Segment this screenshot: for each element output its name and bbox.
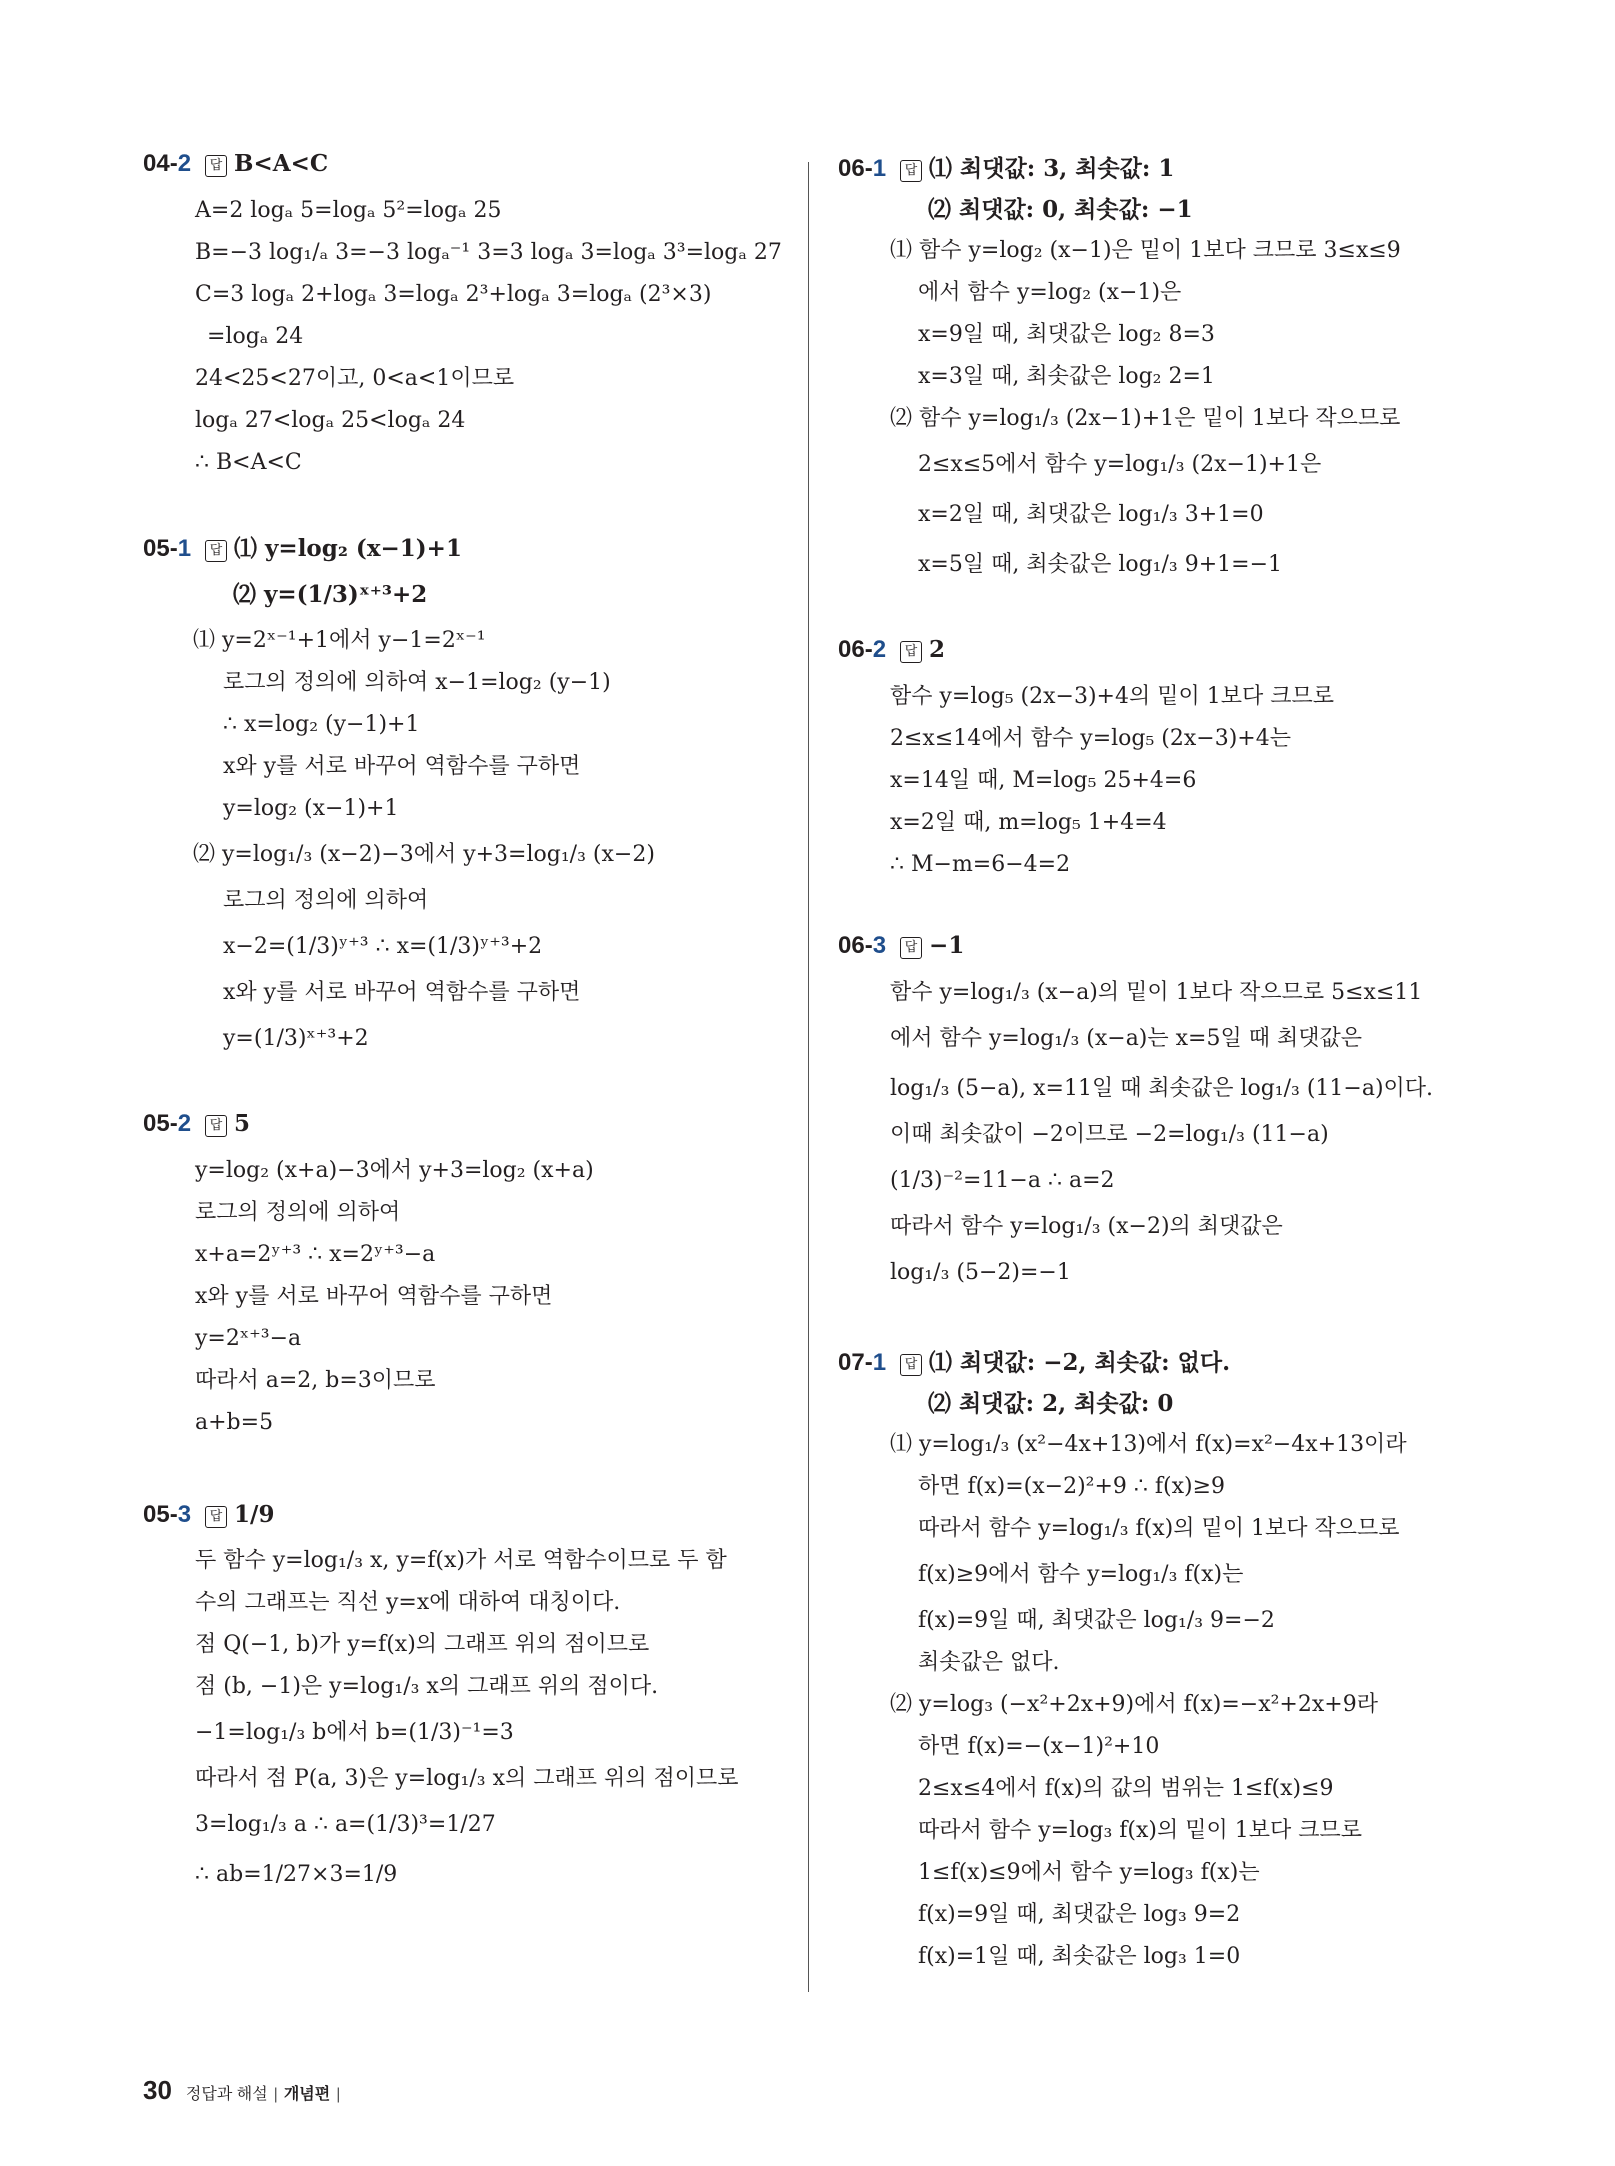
left-column [143,150,783,1946]
problem-header [143,530,783,570]
solution-line: ⑵ y=log₁/₃ (x−2)−3에서 y+3=log₁/₃ (x−2) [193,842,655,867]
answer-part-2: ⑵ 최댓값: 0, 최솟값: −1 [928,196,1193,223]
solution-line: ∴ M−m=6−4=2 [890,852,1071,877]
answer-icon: 답 [900,937,922,959]
solution-line: 로그의 정의에 의하여 x−1=log₂ (y−1) [223,670,611,695]
answer-icon: 답 [900,160,922,182]
solution-line: 따라서 함수 y=log₁/₃ f(x)의 밑이 1보다 작으므로 [918,1516,1400,1541]
solution-line: 에서 함수 y=log₁/₃ (x−a)는 x=5일 때 최댓값은 [890,1026,1362,1051]
solution-line: 하면 f(x)=(x−2)²+9 ∴ f(x)≥9 [918,1474,1226,1499]
solution-line: 2≤x≤4에서 f(x)의 값의 범위는 1≤f(x)≤9 [918,1776,1334,1801]
solution-line: ⑴ 함수 y=log₂ (x−1)은 밑이 1보다 크므로 3≤x≤9 [890,238,1401,263]
solution-line: (1/3)⁻²=11−a ∴ a=2 [890,1168,1115,1193]
answer-icon: 답 [205,1506,227,1528]
problem-header [838,150,1478,190]
footer-book-title: 정답과 해설 [185,2086,268,2103]
page-number: 30 [143,2075,172,2105]
solution-line: a+b=5 [195,1410,274,1435]
answer: 2 [929,636,946,663]
problem-05-3 [143,1490,783,1900]
solution-line: x=2일 때, m=log₅ 1+4=4 [890,810,1167,835]
solution-line: ∴ ab=1/27×3=1/9 [195,1862,398,1887]
solution-line: B=−3 log₁/ₐ 3=−3 logₐ⁻¹ 3=3 logₐ 3=logₐ 3³=logₐ 27 [195,240,782,265]
solution-line: 에서 함수 y=log₂ (x−1)은 [918,280,1182,305]
problem-header [838,1344,1478,1384]
solution-line: 2≤x≤5에서 함수 y=log₁/₃ (2x−1)+1은 [918,452,1322,477]
solution-line: y=2ˣ⁺³−a [195,1326,302,1351]
solution-line: 점 (b, −1)은 y=log₁/₃ x의 그래프 위의 점이다. [195,1674,659,1699]
answer-part-2: ⑵ 최댓값: 2, 최솟값: 0 [928,1390,1174,1417]
solution-line: y=log₂ (x+a)−3에서 y+3=log₂ (x+a) [195,1158,594,1183]
problem-04-2 [143,150,783,484]
solution-line: 하면 f(x)=−(x−1)²+10 [918,1734,1160,1759]
solution-line: 로그의 정의에 의하여 [195,1200,401,1225]
column-divider [808,162,809,1992]
problem-06-3 [838,932,1478,1298]
solution-line: A=2 logₐ 5=logₐ 5²=logₐ 25 [195,198,502,223]
solution-line: ⑵ 함수 y=log₁/₃ (2x−1)+1은 밑이 1보다 작으므로 [890,406,1401,431]
answer-part-2: ⑵ y=(1/3)ˣ⁺³+2 [233,581,428,608]
problem-06-2 [838,636,1478,886]
solution-line: ⑴ y=2ˣ⁻¹+1에서 y−1=2ˣ⁻¹ [193,628,486,653]
solution-line: x=2일 때, 최댓값은 log₁/₃ 3+1=0 [918,502,1264,527]
solution-line: 함수 y=log₁/₃ (x−a)의 밑이 1보다 작으므로 5≤x≤11 [890,980,1423,1005]
answer: 1/9 [234,1501,275,1528]
right-column [838,150,1478,2024]
solution-line: x+a=2ʸ⁺³ ∴ x=2ʸ⁺³−a [195,1242,436,1267]
solution-line: 따라서 함수 y=log₃ f(x)의 밑이 1보다 크므로 [918,1818,1362,1843]
answer: −1 [929,932,965,959]
solution-line: x=9일 때, 최댓값은 log₂ 8=3 [918,322,1215,347]
problem-header [838,932,1478,972]
problem-07-1 [838,1344,1478,1978]
footer-separator: | [273,2086,278,2103]
solution-line: 2≤x≤14에서 함수 y=log₅ (2x−3)+4는 [890,726,1291,751]
answer: ⑴ 최댓값: 3, 최솟값: 1 [929,155,1175,182]
solution-line: 두 함수 y=log₁/₃ x, y=f(x)가 서로 역함수이므로 두 함 [195,1548,727,1573]
problem-number: 07-1 [838,1349,887,1376]
problem-number: 05-1 [143,535,192,562]
solution-line: C=3 logₐ 2+logₐ 3=logₐ 2³+logₐ 3=logₐ (2³×3) [195,282,712,307]
footer-section: 개념편 [283,2086,331,2103]
solution-line: 따라서 점 P(a, 3)은 y=log₁/₃ x의 그래프 위의 점이므로 [195,1766,739,1791]
solution-line: x=3일 때, 최솟값은 log₂ 2=1 [918,364,1215,389]
solution-line: ⑵ y=log₃ (−x²+2x+9)에서 f(x)=−x²+2x+9라 [890,1692,1378,1717]
answer-icon: 답 [205,1115,227,1137]
problem-06-1 [838,150,1478,590]
solution-line: ∴ B<A<C [195,450,302,475]
answer-icon: 답 [900,1354,922,1376]
footer-separator: | [336,2086,341,2103]
answer: ⑴ 최댓값: −2, 최솟값: 없다. [929,1349,1231,1376]
answer: B<A<C [234,150,329,177]
problem-number: 06-2 [838,636,887,663]
problem-header [143,150,783,190]
solution-line: f(x)=9일 때, 최댓값은 log₁/₃ 9=−2 [918,1608,1275,1633]
solution-line: x=14일 때, M=log₅ 25+4=6 [890,768,1197,793]
solution-line: log₁/₃ (5−2)=−1 [890,1260,1071,1285]
solution-line: x=5일 때, 최솟값은 log₁/₃ 9+1=−1 [918,552,1283,577]
solution-line: x와 y를 서로 바꾸어 역함수를 구하면 [223,754,581,779]
answer: 5 [234,1110,251,1137]
solution-line: 3=log₁/₃ a ∴ a=(1/3)³=1/27 [195,1812,496,1837]
answer: ⑴ y=log₂ (x−1)+1 [234,535,462,562]
problem-05-2 [143,1110,783,1444]
problem-number: 04-2 [143,150,192,177]
problem-number: 06-3 [838,932,887,959]
solution-line: 따라서 함수 y=log₁/₃ (x−2)의 최댓값은 [890,1214,1283,1239]
solution-line: ⑴ y=log₁/₃ (x²−4x+13)에서 f(x)=x²−4x+13이라 [890,1432,1407,1457]
solution-line: 수의 그래프는 직선 y=x에 대하여 대칭이다. [195,1590,621,1615]
solution-line: logₐ 27<logₐ 25<logₐ 24 [195,408,466,433]
page-footer [143,2075,346,2106]
answer-icon: 답 [205,155,227,177]
solution-line: f(x)≥9에서 함수 y=log₁/₃ f(x)는 [918,1562,1244,1587]
solution-line: y=(1/3)ˣ⁺³+2 [223,1026,369,1051]
solution-line: log₁/₃ (5−a), x=11일 때 최솟값은 log₁/₃ (11−a)이다. [890,1076,1434,1101]
problem-number: 06-1 [838,155,887,182]
problem-05-1 [143,530,783,1064]
solution-line: 24<25<27이고, 0<a<1이므로 [195,366,515,391]
solution-line: =logₐ 24 [207,324,304,349]
solution-line: x와 y를 서로 바꾸어 역함수를 구하면 [223,980,581,1005]
solution-line: 최솟값은 없다. [918,1650,1060,1675]
solution-line: f(x)=1일 때, 최솟값은 log₃ 1=0 [918,1944,1241,1969]
solution-line: 점 Q(−1, b)가 y=f(x)의 그래프 위의 점이므로 [195,1632,650,1657]
problem-header [838,636,1478,676]
problem-header [143,1490,783,1540]
solution-line: x와 y를 서로 바꾸어 역함수를 구하면 [195,1284,553,1309]
solution-line: y=log₂ (x−1)+1 [223,796,399,821]
solution-line: 로그의 정의에 의하여 [223,888,429,913]
solution-line: x−2=(1/3)ʸ⁺³ ∴ x=(1/3)ʸ⁺³+2 [223,934,543,959]
problem-number: 05-2 [143,1110,192,1137]
solution-line: 따라서 a=2, b=3이므로 [195,1368,436,1393]
solution-line: 이때 최솟값이 −2이므로 −2=log₁/₃ (11−a) [890,1122,1329,1147]
solution-line: 함수 y=log₅ (2x−3)+4의 밑이 1보다 크므로 [890,684,1334,709]
answer-icon: 답 [900,641,922,663]
answer-icon: 답 [205,540,227,562]
solution-line: −1=log₁/₃ b에서 b=(1/3)⁻¹=3 [195,1720,514,1745]
solution-line: 1≤f(x)≤9에서 함수 y=log₃ f(x)는 [918,1860,1260,1885]
solution-line: ∴ x=log₂ (y−1)+1 [223,712,420,737]
problem-header [143,1110,783,1150]
problem-number: 05-3 [143,1501,192,1528]
solution-line: f(x)=9일 때, 최댓값은 log₃ 9=2 [918,1902,1241,1927]
